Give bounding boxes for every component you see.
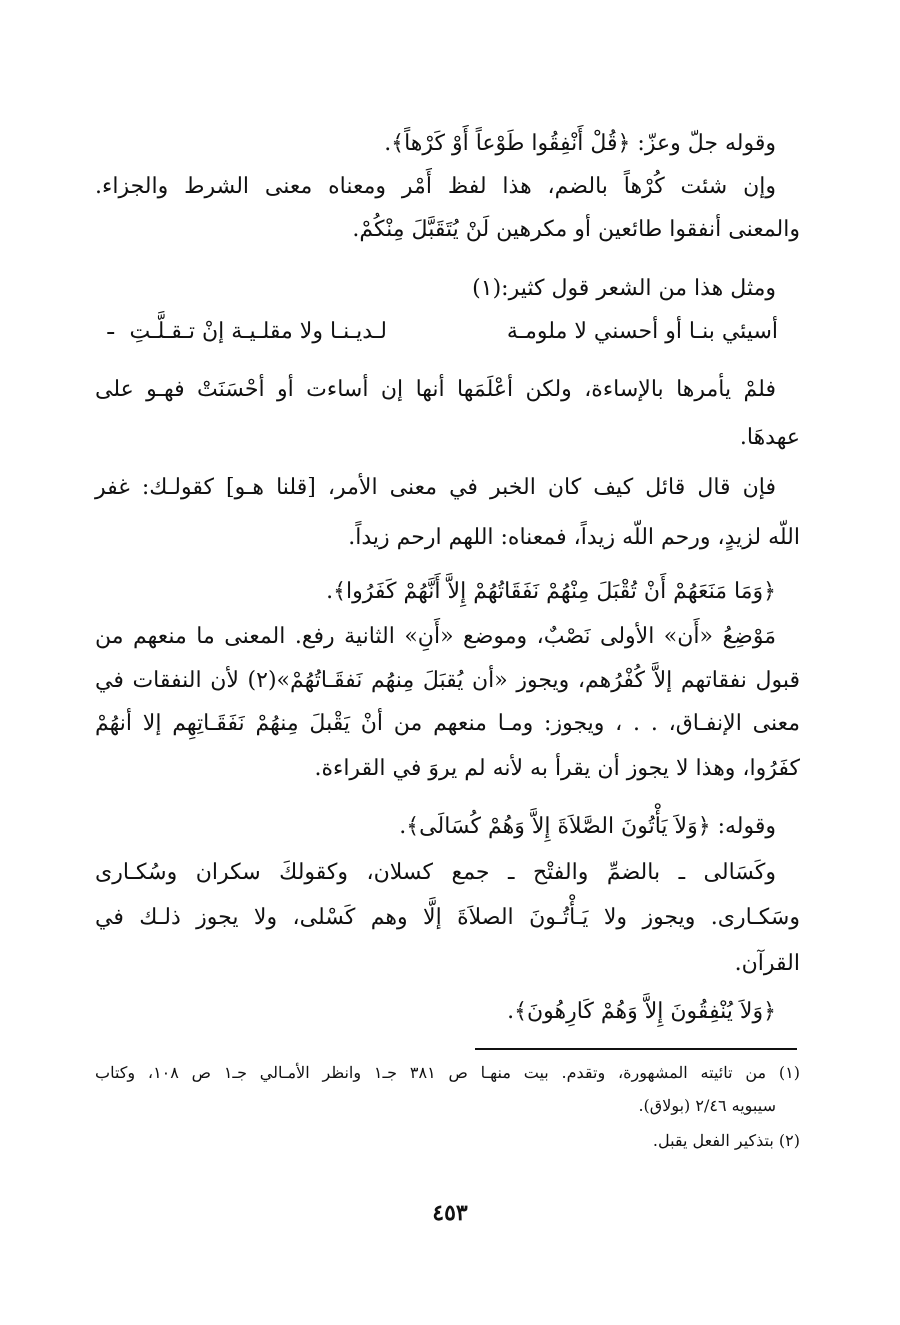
text-line: معنى الإنفـاق، . . ، ويجوز: ومـا منعهم من أنْ يَقْبلَ مِنهُمْ نَفَقَـاتِهِم إلا أنهُمْ bbox=[95, 711, 800, 736]
text-line: فلمْ يأمرها بالإساءة، ولكن أعْلَمَها أنها إن أساءت أو أحْسَنَتْ فهـو على bbox=[95, 377, 776, 402]
text-line: وسَكـارى. ويجوز ولا يَـأْتُـونَ الصلاَةَ إلَّا وهم كَسْلى، ولا يجوز ذلـك في bbox=[95, 905, 800, 930]
quran-verse: ﴿وَمَا مَنَعَهُمْ أَنْ تُقْبَلَ مِنْهُمْ نَفَقَاتُهُمْ إِلاَّ أَنَّهُمْ كَفَرُوا﴾. bbox=[326, 579, 776, 604]
text-line: وكَسَالى ـ بالضمِّ والفتْح ـ جمع كسلان، وكقولكَ سكران وسُكـارى bbox=[95, 860, 776, 885]
page-number: ٤٥٣ bbox=[432, 1200, 468, 1226]
text-line: قبول نفقاتهم إلاَّ كُفْرُهم، ويجوز «أن يُقبَلَ مِنهُم نَفقَـاتُهُمْ»(٢) لأن النفقات في bbox=[95, 668, 800, 693]
verse-mark: ـ bbox=[107, 315, 114, 340]
footnote-separator bbox=[475, 1048, 797, 1050]
text-line: كفَرُوا، وهذا لا يجوز أن يقرأ به لأنه لم يروَ في القراءة. bbox=[314, 756, 800, 781]
quran-verse: وقوله: ﴿وَلاَ يَأْتُونَ الصَّلاَةَ إِلاَّ وَهُمْ كُسَالَى﴾. bbox=[399, 814, 776, 839]
text-line: والمعنى أنفقوا طائعين أو مكرهين لَنْ يُتَقَبَّلَ مِنْكُمْ. bbox=[352, 217, 800, 242]
text-line: مَوْضِعُ «أَن» الأولى نَصْبٌ، وموضع «أَنِ» الثانية رفع. المعنى ما منعهم من bbox=[95, 624, 776, 649]
text-line: فإن قال قائل كيف كان الخبر في معنى الأمر، [قلنا هـو] كقولـك: غفر bbox=[95, 475, 776, 500]
text-line: اللّه لزيدٍ، ورحم اللّه زيداً، فمعناه: اللهم ارحم زيداً. bbox=[348, 525, 800, 550]
footnote-2: (٢) بتذكير الفعل يقبل. bbox=[652, 1131, 800, 1150]
verse-second-hemistich: لـديـنـا ولا مقلـيـة إنْ تـقـلَّـتِ bbox=[129, 319, 387, 344]
text-line: وقوله جلّ وعزّ: ﴿قُلْ أَنْفِقُوا طَوْعاً أَوْ كَرْهاً﴾. bbox=[384, 131, 776, 156]
quran-verse: ﴿وَلاَ يُنْفِقُونَ إِلاَّ وَهُمْ كَارِهُونَ﴾. bbox=[507, 999, 776, 1024]
text-line: وإن شئت كُرْهاً بالضم، هذا لفظ أَمْر ومعناه معنى الشرط والجزاء. bbox=[95, 174, 776, 199]
text-line: ومثل هذا من الشعر قول كثير:(١) bbox=[472, 276, 776, 301]
text-line: القرآن. bbox=[734, 951, 800, 976]
footnote-1-continued: سيبويه ٢/٤٦ (بولاق). bbox=[638, 1096, 776, 1115]
footnote-1: (١) من تائيته المشهورة، وتقدم. بيت منهـا ص ٣٨١ جـ١ وانظر الأمـالي جـ١ ص ١٠٨، وكتاب bbox=[95, 1063, 801, 1082]
text-line: عهدهَا. bbox=[739, 425, 800, 450]
verse-first-hemistich: أسيئي بنـا أو أحسني لا ملومـة bbox=[506, 319, 778, 344]
